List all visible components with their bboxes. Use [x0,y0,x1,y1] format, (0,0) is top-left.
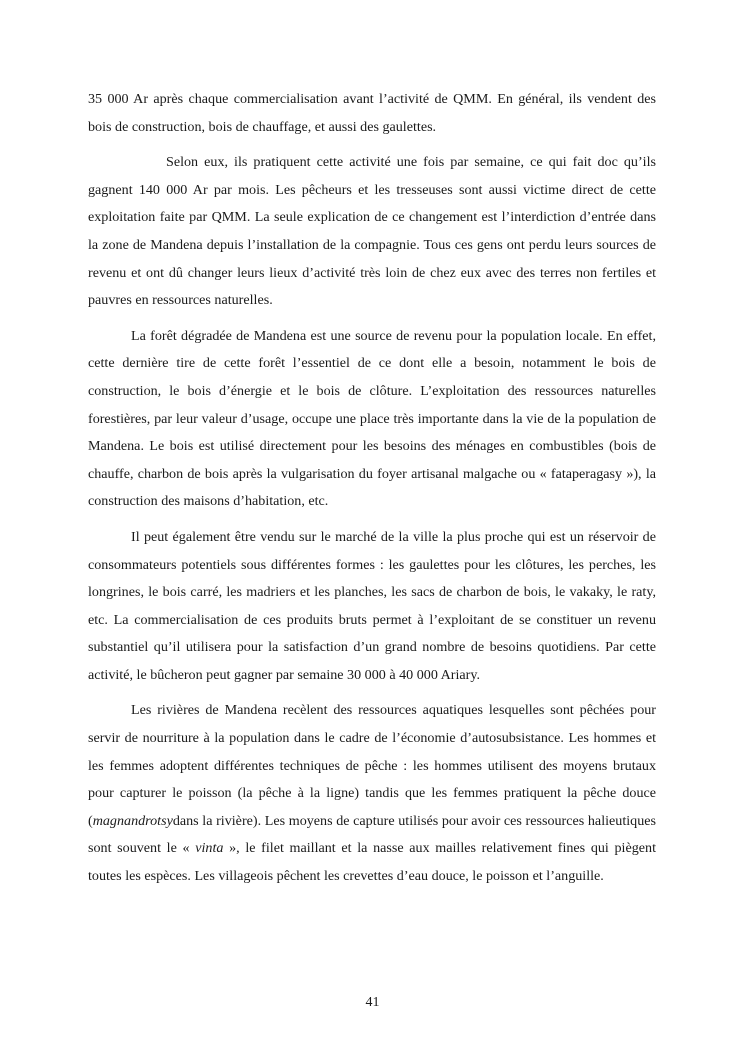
paragraph-5-text-b: dans la rivière). Les moyens de capture utilisés pour avoir ces ressources halieutiques sont souvent le « [88,812,656,857]
paragraph-5-text-c: », le filet maillant et la nasse aux mailles relativement fines qui piègent toutes les espèces. Les villageois pêchent les crevettes d’eau douce, le poisson et l’anguille. [88,840,656,885]
paragraph-4: Il peut également être vendu sur le marché de la ville la plus proche qui est un réservoir de consommateurs potentiels sous différentes formes : les gaulettes pour les clôtures, les perches, les longrines, le bois carré, les madriers et les planches, les sacs de charbon de bois, le vakaky, le raty, etc. La commercialisation de ces produits bruts permet à l’exploitant de se constituer un revenu substantiel qu’il utilisera pour la satisfaction d’un grand nombre de besoins quotidiens. Par cette activité, le bûcheron peut gagner par semaine 30 000 à 40 000 Ariary. [88,528,656,683]
paragraph-3: La forêt dégradée de Mandena est une source de revenu pour la population locale. En effet, cette dernière tire de cette forêt l’essentiel de ce dont elle a besoin, notamment le bois de construction, le bois d’énergie et le bois de clôture. L’exploitation des ressources naturelles forestières, par leur valeur d’usage, occupe une place très importante dans la vie de la population de Mandena. Le bois est utilisé directement pour les besoins des ménages en combustibles (bois de chauffe, charbon de bois après la vulgarisation du foyer artisanal malgache ou « fataperagasy »), la construction des maisons d’habitation, etc. [88,327,656,510]
paragraph-2: Selon eux, ils pratiquent cette activité une fois par semaine, ce qui fait doc qu’ils gagnent 140 000 Ar par mois. Les pêcheurs et les tresseuses sont aussi victime direct de cette exploitation faite par QMM. La seule explication de ce changement est l’interdiction d’entrée dans la zone de Mandena depuis l’installation de la compagnie. Tous ces gens ont perdu leurs sources de revenu et ont dû changer leurs lieux d’activité très loin de chez eux avec des terres non fertiles et pauvres en ressources naturelles. [88,154,656,309]
paragraph-5-text-a: Les rivières de Mandena recèlent des ressources aquatiques lesquelles sont pêchées pour servir de nourriture à la population dans le cadre de l’économie d’autosubsistance. Les hommes et les femmes adoptent différentes techniques de pêche : les hommes utilisent des moyens brutaux pour capturer le poisson (la pêche à la ligne) tandis que les femmes pratiquent la pêche douce ( [88,702,656,829]
page-number: 41 [365,995,380,1010]
paragraph-5 [88,697,656,890]
paragraph-1: 35 000 Ar après chaque commercialisation avant l’activité de QMM. En général, ils vendent des bois de construction, bois de chauffage, et aussi des gaulettes. [88,91,656,135]
body-text [88,86,656,899]
paragraph-5-italic-magnandrotsy: magnandrotsy [92,812,173,829]
paragraph-5-italic-vinta: vinta [195,840,224,857]
